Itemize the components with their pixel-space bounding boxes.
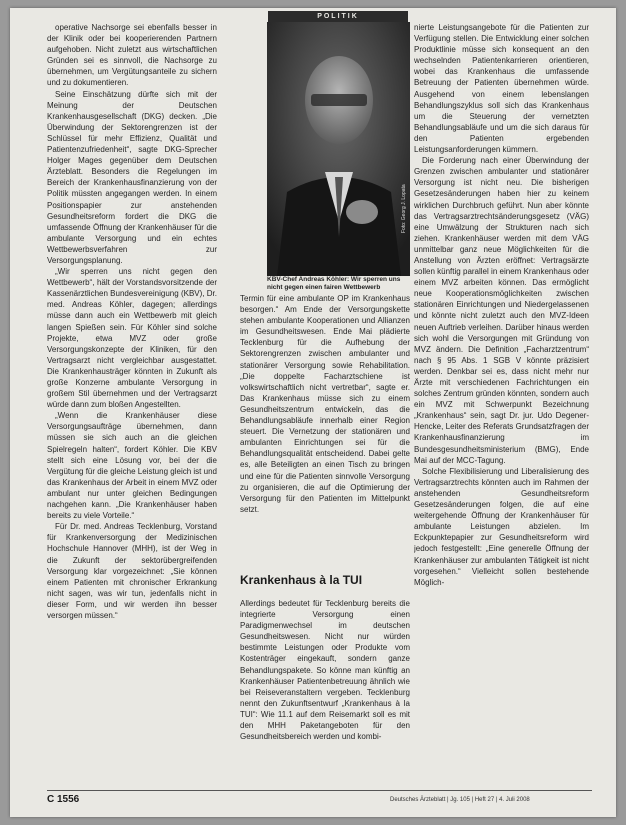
text-column-3 <box>414 22 589 784</box>
paragraph: „Wenn die Krankenhäuser diese Versorgungsaufträge übernehmen, dann müssen sie sich auch an die gleichen Spielregeln halten“, fordert Köhler. Die KBV stellt sich eine Lösung vor, bei der die Vergütung für die gleiche Leistung gleich ist und das Krankenhaus der Arbeit in einem MVZ oder ambulant nur unter gleichen Bedingungen nachgehen kann. „Die Krankenhäuser haben bereits zu viele Vorteile.“ <box>47 411 217 521</box>
portrait-photo <box>267 22 410 276</box>
paragraph: Termin für eine ambulante OP im Krankenhaus besorgen.“ Am Ende der Versorgungskette stehen ambulante Kooperationen und Allianzen im Gesundheitswesen. Ende Mai plädierte Tecklenburg für die Aufhebung der Sektorengrenzen zwischen ambulanter und stationärer Versorgung sowie Rehabilitation. „Die doppelte Facharztschiene ist volkswirtschaftlich nicht vertretbar“, sagte er. Das Krankenhaus müsse sich zu einem Gesundheitszentrum entwickeln, das die Behandlungsabläufe innerhalb einer Region steuert. Die Vernetzung der stationären und ambulanten Einrichtungen sei für die Behandlungsqualität entscheidend. Dabei gelte es, alle Beteiligten an einen Tisch zu bringen und eine für die Patienten sinnvolle Versorgung zu organisieren, die auf die Optimierung der Versorgung für den Patienten im Mittelpunkt setzt. <box>240 294 410 514</box>
photo-caption: KBV-Chef Andreas Köhler: Wir sperren uns nicht gegen einen fairen Wettbewerb <box>267 276 401 291</box>
paragraph: Die Forderung nach einer Überwindung der Grenzen zwischen ambulanter und stationärer Versorgung ist nicht neu. Die bisherigen Gesetzesänderungen haben hier zu keinem wirklichen Durchbruch geführt. Nun aber könnte das Vertragsarztrechtsänderungsgesetz (VÄG) eine Umwälzung der Strukturen nach sich ziehen. Krankenhäuser werden mit dem VÄG unmittelbar ganz neue Möglichkeiten für die Anstellung von Ärzten eröffnet: Vertragsärzte sollen künftig parallel in einem Krankenhaus oder einem MVZ arbeiten können. Das ermöglicht neue Kooperationsmöglichkeiten zwischen stationären Einrichtungen und Niedergelassenen und könnte nicht zuletzt auch den MVZ-Ideen neuen Auftrieb verleihen. Darüber hinaus werden sich wohl die Versorgungen mit Gründung von MVZ ändern. Die Definition „Facharztzentrum“ nach § 95 Abs. 1 SGB V könnte präzisiert werden. Denkbar sei es, dass nicht mehr nur Ärzte mit verschiedenen Fachrichtungen ein solches Zentrum gründen könnten, sondern auch ein MVZ mit Schwerpunkt Bezeichnung „Krankenhaus“ sein, sagt Dr. jur. Udo Degener-Hencke, Leiter des Referats Grundsatzfragen der Krankenhausfinanzierung im Bundesgesundheitsministerium (BMG), Ende Mai auf der MCC-Tagung. <box>414 156 589 465</box>
paragraph: nierte Leistungsangebote für die Patienten zur Verfügung stellen. Die Entwicklung einer solchen Produktlinie müsse sich konsequent an den wechselnden Patientenkarrieren orientieren, wobei das Krankenhaus die umfassende Betreuung der Patienten übernehmen würde. Ausgehend von einem lebenslangen Behandlungszyklus soll sich das Krankenhaus um die Steuerung der vernetzten Behandlungsabläufe und um die sich daraus für den Patienten ergebenden Leistungsanforderungen kümmern. <box>414 23 589 155</box>
text-column-2-lower <box>240 598 410 784</box>
magazine-page <box>10 8 616 817</box>
text-column-2 <box>240 293 410 563</box>
paragraph: Allerdings bedeutet für Tecklenburg bereits die integrierte Versorgung einen Paradigmenwechsel im deutschen Gesundheitswesen. Nicht nur würden bestimmte Leistungen oder Produkte vom Kostenträger eingekauft, sondern ganze Behandlungspakete. So könne man künftig an Krankenhäuser Patientenbetreuung ähnlich wie bei Reiseveranstaltern vergeben. Tecklenburg nennt den Zukunftsentwurf „Krankenhaus à la TUI“: Wie 11.1 auf dem Reisemarkt soll es mit den MHH Paketangeboten für den Gesundheitsbereich werden und kombi- <box>240 599 410 742</box>
journal-footer: Deutsches Ärzteblatt | Jg. 105 | Heft 27 | 4. Juli 2008 <box>390 797 530 803</box>
page-number: C 1556 <box>47 794 80 805</box>
paragraph: operative Nachsorge sei ebenfalls besser in der Klinik oder bei kooperierenden Partnern aufgehoben. Nicht zuletzt aus wirtschaftlichen Gründen sei es sinnvoll, die Nachsorge zu übernehmen, um Vergütungsanteile zu sichern und zu dokumentieren. <box>47 23 217 88</box>
paragraph: Für Dr. med. Andreas Tecklenburg, Vorstand für Krankenversorgung der Medizinischen Hochschule Hannover (MHH), ist der Weg in die Zukunft der sektorübergreifenden Versorgung klar vorgezeichnet: „Sie können einem Patienten mit chronischer Erkrankung nicht sagen, was wir tun, jedenfalls nicht in dieser Form, und wir werden ihn besser versorgen müssen.“ <box>47 522 217 620</box>
photo-credit: Foto: Georg J. Lopata <box>401 184 407 233</box>
section-subheading: Krankenhaus à la TUI <box>240 573 363 587</box>
section-label: POLITIK <box>268 11 408 22</box>
portrait-image <box>267 22 410 276</box>
footer-divider <box>47 790 592 791</box>
paragraph: Solche Flexibilisierung und Liberalisierung des Vertragsarztrechts könnten auch im Rahmen der anstehenden Gesundheitsreform Gesetzesänderungen folgen, die auf eine weitergehende Öffnung der Krankenhäuser für ambulante Leistungen abzielen. Im Eckpunktepapier zur Gesundheitsreform wird jedoch festgestellt: „Eine generelle Öffnung der Krankenhäuser zur ambulanten Tätigkeit ist nicht vorgesehen.“ Vielleicht sollen bestehende Möglich- <box>414 466 589 587</box>
paragraph: Seine Einschätzung dürfte sich mit der Meinung der Deutschen Krankenhausgesellschaft (DKG) decken. „Die Überwindung der Sektorengrenzen ist der Schlüssel für mehr Effizienz, Qualität und Patientenzufriedenheit“, sagte DKG-Sprecher Holger Mages gegenüber dem Deutschen Ärzteblatt. Besonders die Regelungen im Bereich der Krankenhausfinanzierung von der Politik müssten angegangen werden. In einem Positionspapier zur anstehenden Gesundheitsreform fordert die DKG die umfassende Öffnung der Krankenhäuser für die ambulante Versorgung und ein echtes Wettbewerbsverfahren zur Versorgungsplanung. <box>47 89 217 265</box>
paragraph: „Wir sperren uns nicht gegen den Wettbewerb“, hält der Vorstandsvorsitzende der Kassenärztlichen Bundesvereinigung (KBV), Dr. med. Andreas Köhler, dagegen; allerdings müsse dann auch ein Wettbewerb mit gleich langen Spießen sein. Für Köhler sind solche Projekte, etwa MVZ oder große Versorgungskonzepte der Kliniken, für den Vertragsarzt nicht vergleichbar ausgestattet. Die Krankenhausträger könnten in Zukunft als große Konzerne ambulante Versorgung in großem Stil übernehmen und der Vertragsarzt würde dann zum bloßen Angestellten. <box>47 267 217 410</box>
text-column-1 <box>47 22 217 784</box>
